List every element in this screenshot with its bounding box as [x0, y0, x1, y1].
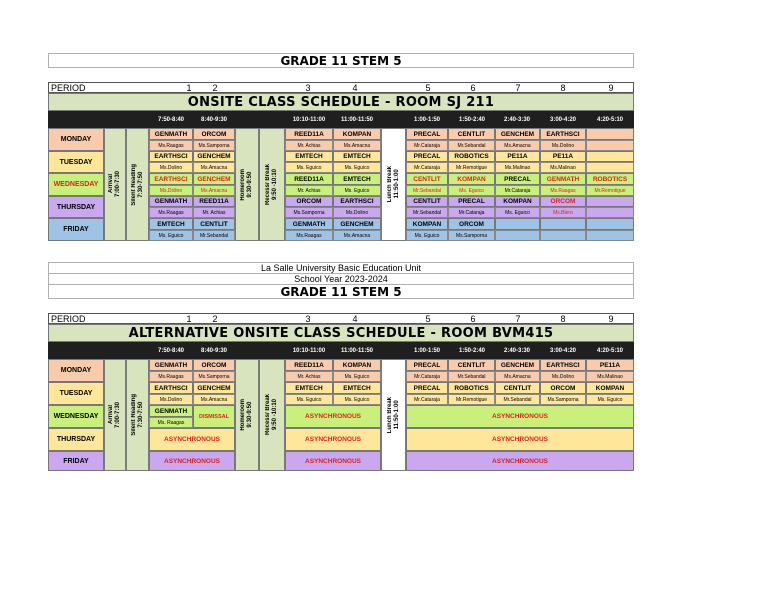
- bottom-period-row: [48, 313, 634, 324]
- bottom-silent-text: Silent Reading 7:30-7:50: [130, 394, 144, 436]
- bottom-teacher-tuesday-6: Mr.Remotigue: [448, 394, 495, 405]
- bottom-teacher-monday-9: Ms.Malinao: [586, 371, 634, 382]
- bottom-subject-monday-1: GENMATH: [149, 359, 193, 371]
- bottom-subject-tuesday-5: PRECAL: [406, 382, 448, 394]
- bottom-period-7: 7: [515, 314, 521, 324]
- top-subject-thursday-3: ORCOM: [285, 196, 333, 207]
- top-teacher-monday-9: [586, 140, 634, 151]
- top-teacher-monday-7: Ms.Amacna: [495, 140, 540, 151]
- bottom-day-monday: MONDAY: [48, 359, 104, 382]
- top-teacher-monday-6: Mr.Sebandal: [448, 140, 495, 151]
- top-subject-thursday-5: CENTLIT: [406, 196, 448, 207]
- bottom-subject-monday-8: EARTHSCI: [540, 359, 586, 371]
- bottom-banner: ALTERNATIVE ONSITE CLASS SCHEDULE - ROOM BVM415: [48, 324, 634, 342]
- bottom-title: GRADE 11 STEM 5: [48, 284, 634, 299]
- top-subject-wednesday-1: EARTHSCI: [149, 173, 193, 185]
- top-subject-tuesday-6: ROBOTICS: [448, 151, 495, 162]
- top-time-9: 4:20-5:10: [596, 116, 623, 123]
- top-teacher-friday-7: [495, 230, 540, 241]
- top-banner: ONSITE CLASS SCHEDULE - ROOM SJ 211: [48, 93, 634, 111]
- top-teacher-wednesday-3: Mr. Achias: [285, 185, 333, 196]
- top-teacher-tuesday-8: Ms.Malinao: [540, 162, 586, 173]
- top-time-7: 2:40-3:30: [503, 116, 530, 123]
- bottom-arrival-col: [104, 359, 126, 471]
- top-teacher-tuesday-2: Ms.Amacna: [193, 162, 235, 173]
- bottom-subject-monday-6: CENTLIT: [448, 359, 495, 371]
- bottom-silent-col: [126, 359, 149, 471]
- bottom-subject-monday-4: KOMPAN: [333, 359, 381, 371]
- top-time-1: 7:50-8:40: [157, 116, 184, 123]
- bottom-subject-tuesday-7: CENTLIT: [495, 382, 540, 394]
- top-subject-wednesday-7: PRECAL: [495, 173, 540, 185]
- top-subject-monday-1: GENMATH: [149, 128, 193, 140]
- bottom-day-tuesday: TUESDAY: [48, 382, 104, 405]
- bottom-period-4: 4: [352, 314, 358, 324]
- top-subject-thursday-2: REED11A: [193, 196, 235, 207]
- bottom-teacher-tuesday-5: Mr.Cataraja: [406, 394, 448, 405]
- top-subject-thursday-7: KOMPAN: [495, 196, 540, 207]
- bottom-teacher-monday-2: Ms.Samporna: [193, 371, 235, 382]
- top-teacher-friday-8: [540, 230, 586, 241]
- bottom-time-1: 7:50-8:40: [157, 347, 184, 354]
- top-subject-tuesday-9: [586, 151, 634, 162]
- bottom-homeroom-col: [235, 359, 259, 471]
- top-recess-text: Recess/ Break 9:50 -10:10: [265, 163, 278, 206]
- top-teacher-wednesday-6: Ms. Eguico: [448, 185, 495, 196]
- top-teacher-wednesday-1: Ms.Dolino: [149, 185, 193, 196]
- top-subject-monday-2: ORCOM: [193, 128, 235, 140]
- school-name: La Salle University Basic Education Unit: [48, 262, 634, 274]
- bottom-recess-text: Recess/ Break 9:50 -10:10: [265, 394, 278, 436]
- bottom-period-5: 5: [425, 314, 431, 324]
- bottom-subject-monday-7: GENCHEM: [495, 359, 540, 371]
- bottom-subject-tuesday-8: ORCOM: [540, 382, 586, 394]
- bottom-day-thursday: THURSDAY: [48, 428, 104, 451]
- top-teacher-tuesday-9: [586, 162, 634, 173]
- bottom-time-7: 2:40-3:30: [503, 347, 530, 354]
- bottom-day-friday: FRIDAY: [48, 451, 104, 471]
- bottom-teacher-tuesday-2: Ms.Amacna: [193, 394, 235, 405]
- top-lunch-text: Lunch Break 11:50-1:00: [386, 166, 400, 203]
- top-time-6: 1:50-2:40: [458, 116, 485, 123]
- top-subject-friday-5: KOMPAN: [406, 218, 448, 230]
- top-period-3: 3: [305, 83, 311, 93]
- top-subject-monday-7: GENCHEM: [495, 128, 540, 140]
- top-period-5: 5: [425, 83, 431, 93]
- bottom-period-1: 1: [186, 314, 192, 324]
- top-teacher-wednesday-2: Ms.Amacna: [193, 185, 235, 196]
- top-time-5: 1:00-1:50: [413, 116, 440, 123]
- top-teacher-friday-1: Ms. Eguico: [149, 230, 193, 241]
- top-subject-thursday-8: ORCOM: [540, 196, 586, 207]
- top-day-monday: MONDAY: [48, 128, 104, 151]
- top-arrival-text: Arrival 7:00-7:30: [108, 171, 121, 198]
- top-subject-wednesday-4: EMTECH: [333, 173, 381, 185]
- top-time-4: 11:00-11:50: [340, 116, 374, 123]
- top-period-2: 2: [212, 83, 218, 93]
- top-homeroom-col: [235, 128, 259, 241]
- top-teacher-wednesday-4: Ms. Eguico: [333, 185, 381, 196]
- bottom-subject-monday-3: REED11A: [285, 359, 333, 371]
- bottom-wed-async-am: ASYNCHRONOUS: [285, 405, 381, 428]
- top-subject-tuesday-1: EARTHSCI: [149, 151, 193, 162]
- bottom-lunch-text: Lunch Break 11:50-1:00: [386, 396, 400, 434]
- top-subject-friday-9: [586, 218, 634, 230]
- bottom-subject-tuesday-3: EMTECH: [285, 382, 333, 394]
- top-subject-thursday-6: PRECAL: [448, 196, 495, 207]
- top-subject-wednesday-6: KOMPAN: [448, 173, 495, 185]
- bottom-time-3: 10:10-11:00: [292, 347, 326, 354]
- top-teacher-friday-9: [586, 230, 634, 241]
- bottom-time-6: 1:50-2:40: [458, 347, 485, 354]
- top-teacher-friday-5: Ms. Eguico: [406, 230, 448, 241]
- top-teacher-thursday-7: Ms. Eguico: [495, 207, 540, 218]
- top-subject-monday-6: CENTLIT: [448, 128, 495, 140]
- top-recess-col: [259, 128, 285, 241]
- bottom-wed-dismissal: DISMISSAL: [193, 405, 235, 428]
- bottom-wed-subject-1: GENMATH: [149, 405, 193, 417]
- top-subject-wednesday-5: CENTLIT: [406, 173, 448, 185]
- bottom-period-3: 3: [305, 314, 311, 324]
- bottom-teacher-tuesday-8: Ms.Samporna: [540, 394, 586, 405]
- top-subject-wednesday-2: GENCHEM: [193, 173, 235, 185]
- top-teacher-monday-2: Ms.Samporna: [193, 140, 235, 151]
- bottom-wed-async-pm: ASYNCHRONOUS: [406, 405, 634, 428]
- top-teacher-friday-2: Mr.Sebandal: [193, 230, 235, 241]
- bottom-period-8: 8: [560, 314, 566, 324]
- top-teacher-monday-4: Ms.Amacna: [333, 140, 381, 151]
- top-period-1: 1: [186, 83, 192, 93]
- top-subject-tuesday-7: PE11A: [495, 151, 540, 162]
- top-teacher-tuesday-3: Ms. Eguico: [285, 162, 333, 173]
- top-teacher-thursday-6: Mr.Cataraja: [448, 207, 495, 218]
- top-teacher-wednesday-7: Mr.Cataraja: [495, 185, 540, 196]
- bottom-time-5: 1:00-1:50: [413, 347, 440, 354]
- bottom-teacher-monday-1: Ms.Raagas: [149, 371, 193, 382]
- bottom-subject-tuesday-4: EMTECH: [333, 382, 381, 394]
- top-period-row: [48, 82, 634, 93]
- bottom-fri-async-b: ASYNCHRONOUS: [285, 451, 381, 471]
- top-subject-thursday-9: [586, 196, 634, 207]
- top-subject-monday-3: REED11A: [285, 128, 333, 140]
- top-silent-text: Silent Reading 7:30-7:50: [130, 163, 144, 206]
- top-teacher-tuesday-5: Mr.Cataraja: [406, 162, 448, 173]
- top-period-4: 4: [352, 83, 358, 93]
- top-subject-monday-8: EARTHSCI: [540, 128, 586, 140]
- bottom-lunch-col: [381, 359, 406, 471]
- top-teacher-friday-6: Ms.Samporna: [448, 230, 495, 241]
- bottom-fri-async-a: ASYNCHRONOUS: [149, 451, 235, 471]
- bottom-subject-tuesday-9: KOMPAN: [586, 382, 634, 394]
- bottom-time-4: 11:00-11:50: [340, 347, 374, 354]
- top-subject-tuesday-3: EMTECH: [285, 151, 333, 162]
- top-subject-friday-2: CENTLIT: [193, 218, 235, 230]
- top-teacher-monday-8: Ms.Dolino: [540, 140, 586, 151]
- top-teacher-tuesday-6: Mr.Remotigue: [448, 162, 495, 173]
- bottom-period-label: PERIOD: [51, 314, 86, 324]
- bottom-subject-monday-9: PE11A: [586, 359, 634, 371]
- top-subject-thursday-1: GENMATH: [149, 196, 193, 207]
- bottom-teacher-tuesday-4: Ms. Eguico: [333, 394, 381, 405]
- top-period-9: 9: [608, 83, 614, 93]
- top-teacher-tuesday-7: Ms.Malinao: [495, 162, 540, 173]
- top-subject-monday-9: [586, 128, 634, 140]
- top-period-7: 7: [515, 83, 521, 93]
- bottom-homeroom-text: Homeroom 9:30-9:50: [240, 399, 253, 431]
- bottom-teacher-tuesday-7: Mr.Sebandal: [495, 394, 540, 405]
- top-title: GRADE 11 STEM 5: [48, 53, 634, 68]
- top-subject-wednesday-3: REED11A: [285, 173, 333, 185]
- bottom-period-9: 9: [608, 314, 614, 324]
- top-silent-col: [126, 128, 149, 241]
- top-subject-friday-6: ORCOM: [448, 218, 495, 230]
- top-subject-wednesday-9: ROBOTICS: [586, 173, 634, 185]
- top-homeroom-text: Homeroom 9:30-9:50: [240, 168, 253, 201]
- bottom-teacher-monday-5: Mr.Cataraja: [406, 371, 448, 382]
- top-teacher-monday-1: Ms.Raagas: [149, 140, 193, 151]
- top-teacher-tuesday-1: Ms.Dolino: [149, 162, 193, 173]
- top-day-tuesday: TUESDAY: [48, 151, 104, 173]
- top-subject-tuesday-4: EMTECH: [333, 151, 381, 162]
- bottom-thu-async-a: ASYNCHRONOUS: [149, 428, 235, 451]
- top-teacher-thursday-2: Mr. Achias: [193, 207, 235, 218]
- top-subject-tuesday-5: PRECAL: [406, 151, 448, 162]
- bottom-teacher-tuesday-3: Ms. Eguico: [285, 394, 333, 405]
- top-teacher-thursday-4: Ms.Dolino: [333, 207, 381, 218]
- top-day-friday: FRIDAY: [48, 218, 104, 241]
- top-teacher-friday-4: Ms.Amacna: [333, 230, 381, 241]
- top-teacher-thursday-8: Ms.Blero: [540, 207, 586, 218]
- bottom-thu-async-b: ASYNCHRONOUS: [285, 428, 381, 451]
- top-subject-friday-1: EMTECH: [149, 218, 193, 230]
- top-teacher-thursday-1: Ms.Raagas: [149, 207, 193, 218]
- top-teacher-wednesday-5: Mr.Sebandal: [406, 185, 448, 196]
- bottom-subject-tuesday-6: ROBOTICS: [448, 382, 495, 394]
- top-teacher-tuesday-4: Ms. Eguico: [333, 162, 381, 173]
- top-subject-monday-4: KOMPAN: [333, 128, 381, 140]
- bottom-teacher-tuesday-1: Ms.Dolino: [149, 394, 193, 405]
- top-teacher-wednesday-9: Mr.Remotigue: [586, 185, 634, 196]
- top-teacher-wednesday-8: Ms.Raagas: [540, 185, 586, 196]
- bottom-teacher-monday-8: Ms.Dolino: [540, 371, 586, 382]
- top-subject-friday-4: GENCHEM: [333, 218, 381, 230]
- bottom-fri-async-c: ASYNCHRONOUS: [406, 451, 634, 471]
- bottom-day-wednesday: WEDNESDAY: [48, 405, 104, 428]
- top-subject-tuesday-8: PE11A: [540, 151, 586, 162]
- top-subject-monday-5: PRECAL: [406, 128, 448, 140]
- top-teacher-monday-5: Mr.Cataraja: [406, 140, 448, 151]
- school-year: School Year 2023-2024: [48, 273, 634, 285]
- top-period-6: 6: [470, 83, 476, 93]
- bottom-period-2: 2: [212, 314, 218, 324]
- top-arrival-col: [104, 128, 126, 241]
- top-period-label: PERIOD: [51, 83, 86, 93]
- top-day-wednesday: WEDNESDAY: [48, 173, 104, 196]
- bottom-teacher-monday-4: Ms. Eguico: [333, 371, 381, 382]
- bottom-arrival-text: Arrival 7:00-7:30: [108, 401, 121, 428]
- top-time-3: 10:10-11:00: [292, 116, 326, 123]
- top-subject-tuesday-2: GENCHEM: [193, 151, 235, 162]
- bottom-teacher-tuesday-9: Ms. Eguico: [586, 394, 634, 405]
- top-period-8: 8: [560, 83, 566, 93]
- top-teacher-thursday-9: [586, 207, 634, 218]
- top-teacher-monday-3: Mr. Achias: [285, 140, 333, 151]
- bottom-teacher-monday-6: Mr.Sebandal: [448, 371, 495, 382]
- top-subject-thursday-4: EARTHSCI: [333, 196, 381, 207]
- top-subject-wednesday-8: GENMATH: [540, 173, 586, 185]
- top-teacher-thursday-5: Mr.Sebandal: [406, 207, 448, 218]
- bottom-time-2: 8:40-9:30: [200, 347, 227, 354]
- bottom-period-6: 6: [470, 314, 476, 324]
- top-subject-friday-3: GENMATH: [285, 218, 333, 230]
- bottom-subject-monday-2: ORCOM: [193, 359, 235, 371]
- bottom-time-9: 4:20-5:10: [596, 347, 623, 354]
- bottom-subject-tuesday-1: EARTHSCI: [149, 382, 193, 394]
- bottom-subject-tuesday-2: GENCHEM: [193, 382, 235, 394]
- bottom-subject-monday-5: PRECAL: [406, 359, 448, 371]
- top-time-8: 3:00-4:20: [549, 116, 576, 123]
- bottom-time-8: 3:00-4:20: [549, 347, 576, 354]
- top-subject-friday-8: [540, 218, 586, 230]
- bottom-teacher-monday-7: Ms.Amacna: [495, 371, 540, 382]
- bottom-teacher-monday-3: Mr. Achias: [285, 371, 333, 382]
- top-subject-friday-7: [495, 218, 540, 230]
- top-lunch-col: [381, 128, 406, 241]
- bottom-wed-teacher-1: Ms. Raagas: [149, 417, 193, 428]
- bottom-thu-async-c: ASYNCHRONOUS: [406, 428, 634, 451]
- bottom-recess-col: [259, 359, 285, 471]
- top-teacher-thursday-3: Ms.Samporna: [285, 207, 333, 218]
- top-teacher-friday-3: Ms.Raagas: [285, 230, 333, 241]
- top-time-2: 8:40-9:30: [200, 116, 227, 123]
- top-day-thursday: THURSDAY: [48, 196, 104, 218]
